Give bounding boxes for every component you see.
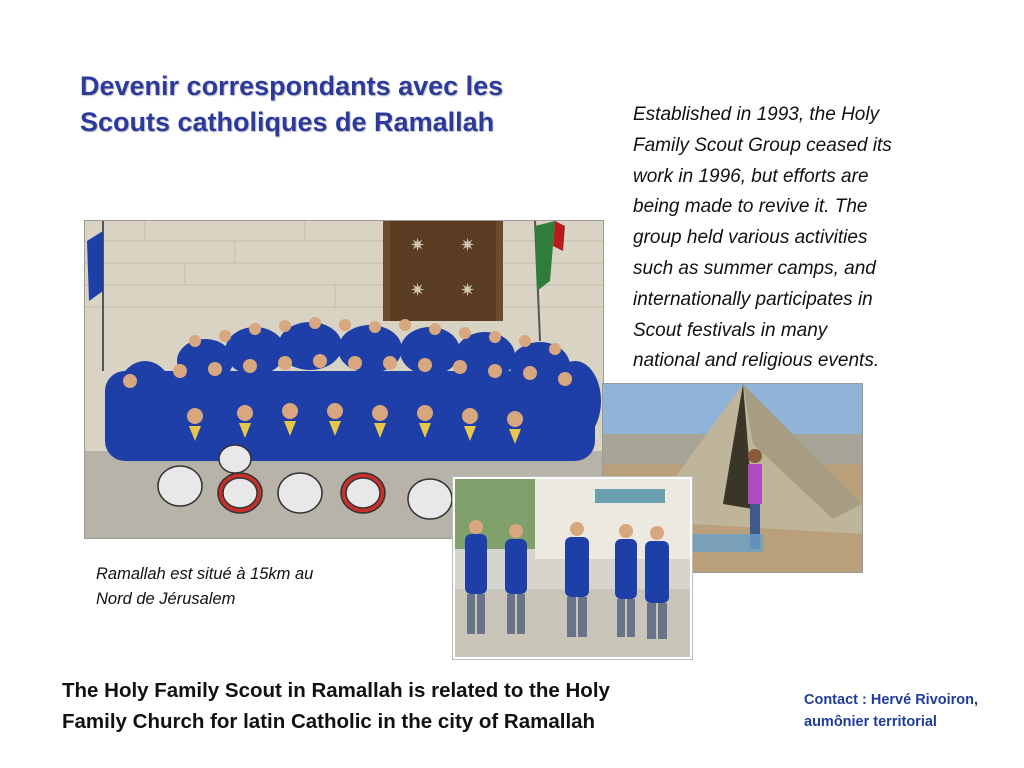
bottom-line: Family Church for latin Catholic in the city of Ramallah — [62, 710, 596, 733]
contact-line: Contact : Hervé Rivoiron, — [804, 692, 979, 708]
contact-info — [804, 689, 1019, 733]
description-line: group held various activities — [633, 227, 868, 249]
church-relation-text — [62, 675, 762, 737]
contact-line: aumônier territorial — [804, 714, 937, 730]
description-line: Scout festivals in many — [633, 319, 828, 341]
courtyard-scouts-photo — [453, 477, 692, 659]
description-line: Established in 1993, the Holy — [633, 104, 880, 125]
title-line-1: Devenir correspondants avec les — [80, 71, 504, 101]
svg-text:✷: ✷ — [460, 280, 476, 300]
svg-text:✷: ✷ — [410, 235, 426, 255]
description-line: such as summer camps, and — [633, 257, 876, 279]
slide-title — [80, 68, 600, 140]
description-line: national and religious events. — [633, 350, 880, 372]
caption-line: Nord de Jérusalem — [96, 590, 236, 608]
bottom-line: The Holy Family Scout in Ramallah is related to the Holy — [62, 679, 610, 702]
svg-text:✷: ✷ — [410, 280, 426, 300]
svg-text:✷: ✷ — [460, 235, 476, 255]
caption-line: Ramallah est situé à 15km au — [96, 565, 314, 583]
description-line: internationally participates in — [633, 288, 873, 310]
description-line: Family Scout Group ceased its — [633, 134, 892, 156]
title-line-2: Scouts catholiques de Ramallah — [80, 107, 495, 137]
description-line: being made to revive it. The — [633, 196, 868, 218]
location-caption — [96, 562, 426, 612]
group-description — [633, 100, 963, 377]
description-line: work in 1996, but efforts are — [633, 165, 869, 187]
